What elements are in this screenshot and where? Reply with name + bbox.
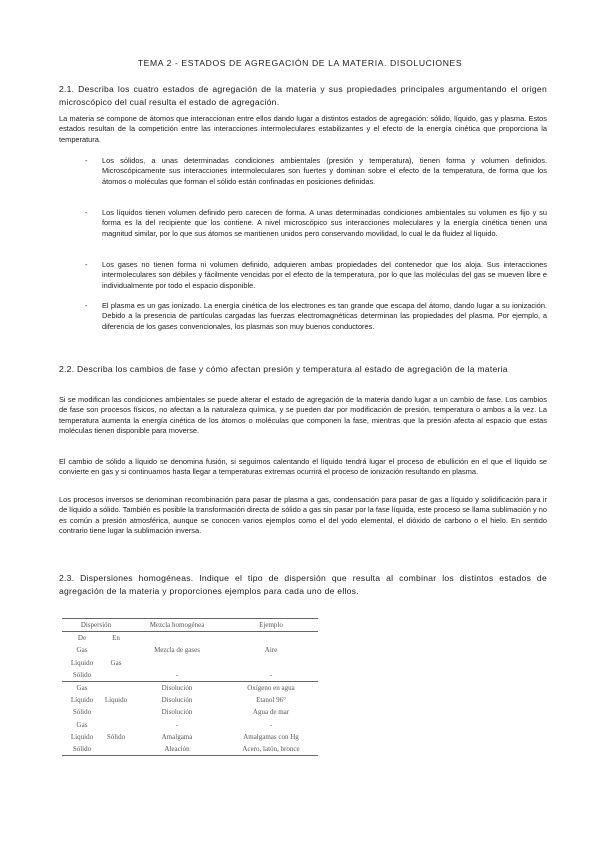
bullet-dash: - [85, 156, 88, 165]
table-cell: Líquido [70, 732, 94, 741]
table-cell: Líquido [104, 696, 128, 705]
table-cell: - [175, 720, 179, 729]
table-cell: Acero, latón, bronce [242, 744, 300, 753]
section-heading-2-2: 2.2. Describa los cambios de fase y cómo afectan presión y temperatura al estado de agregación de la materia [59, 364, 508, 374]
table-cell: Disolución [161, 696, 193, 705]
table-cell: Aleación [164, 744, 190, 753]
table-row [62, 669, 318, 682]
table-cell: Gas [110, 658, 122, 667]
paragraph-fusion: El cambio de sólido a líquido se denomina fusión, si seguimos calentando el líquido tendrá lugar el proceso de ebullición en el que el líquido se convierte en gas y si continuamos hasta llegar a temperaturas extremas ocurrirá el proceso de ionización resultando en plasma. [59, 457, 547, 477]
list-item-liquids: - Los líquidos tienen volumen definido pero carecen de forma. A unas determinadas condiciones ambientales su volumen es fijo y su forma es la del recipiente que los contiene. A nivel microscópico sus interacciones moleculares y la energía cinética tienen una magnitud similar, por lo que sus átomos se mantienen unidos pero conservando movilidad, lo cual le da fluidez al líquido. [85, 208, 547, 238]
table-cell: - [269, 720, 273, 729]
table-cell: - [269, 670, 273, 679]
list-item-gases: - Los gases no tienen forma ni volumen definido, adquieren ambas propiedades del contenedor que los aloja. Sus interacciones intermoleculares son débiles y fácilmente vencidas por el efecto de la temperatura, por lo que las moléculas del gas se mueven libre e individualmente por todo el espacio disponible. [85, 260, 547, 290]
dispersion-table [62, 618, 318, 756]
table-cell: Sólido [72, 744, 92, 753]
paragraph-intro: La materia se compone de átomos que interaccionan entre ellos dando lugar a distintos estados de agregación: sólido, líquido, gas y plasma. Estos estados resultan de la competición entre las interacciones intermoleculares estabilizantes y el efecto de la energía cinética que proporciona la temperatura. [59, 114, 547, 144]
header-example: Ejemplo [259, 621, 283, 630]
table-cell: Disolución [161, 708, 193, 717]
table-row [62, 694, 318, 706]
table-row [62, 731, 318, 743]
list-item-solids: - Los sólidos, a unas determinadas condiciones ambientales (presión y temperatura), tienen forma y volumen definidos. Microscópicamente sus interacciones intermoleculares son fuertes y dominan sobre el efecto de la temperatura, de forma que los átomos o moléculas que forman el sólido están confinadas en posiciones definidas. [85, 156, 547, 186]
paragraph-inverse-processes: Los procesos inversos se denominan recombinación para pasar de plasma a gas, condensación para pasar de gas a líquido y solidificación para ir de líquido a sólido. También es posible la transformación directa de sólido a gas sin pasar por la fase líquida, este proceso se llama sublimación y no es común a presión atmosférica, aunque se conocen varios ejemplos como el del yodo elemental, el dióxido de carbono o el hielo. En sentido contrario tiene lugar la sublimación inversa. [59, 495, 547, 536]
table-row [62, 632, 318, 645]
table-cell: Etanol 96° [256, 696, 286, 705]
table-cell: Sólido [72, 708, 92, 717]
subheader-de: De [77, 634, 87, 643]
section-heading-2-1: 2.1. Describa los cuatro estados de agregación de la materia y sus propiedades principales argumentando el origen microscópico del cual resulta el estado de agregación. [59, 84, 547, 107]
table-cell: Gas [76, 720, 88, 729]
table-cell: Gas [76, 646, 88, 655]
table-cell: Disolución [161, 684, 193, 693]
bullet-dash: - [85, 260, 88, 269]
table-row [62, 681, 318, 694]
list-item-plasma: - El plasma es un gas ionizado. La energía cinética de los electrones es tan grande que escapa del átomo, dando lugar a su ionización. Debido a la presencia de partículas cargadas las fuerzas electromagnéticas determinan las propiedades del plasma. Por ejemplo, a diferencia de los gases convencionales, los plasmas son muy buenos conductores. [85, 301, 547, 331]
table-row [62, 743, 318, 756]
document-title: TEMA 2 - ESTADOS DE AGREGACIÓN DE LA MATERIA. DISOLUCIONES [137, 58, 463, 68]
table-cell: Sólido [106, 732, 126, 741]
bullet-dash: - [85, 301, 88, 310]
bullet-dash: - [85, 208, 88, 217]
table-cell: Amalgamas con Hg [243, 732, 299, 741]
table-cell: Amalgama [161, 732, 193, 741]
table-cell: Aire [264, 646, 278, 655]
table-cell: Mezcla de gases [154, 646, 200, 655]
section-heading-2-3: 2.3. Dispersiones homogéneas. Indique el tipo de dispersión que resulta al combinar los distintos estados de agregación de la materia y proporciones ejemplos para cada uno de ellos. [59, 573, 547, 596]
table-cell: Oxígeno en agua [247, 684, 295, 693]
table-cell: Sólido [72, 670, 92, 679]
header-dispersion: Dispersión [80, 621, 112, 630]
table-row [62, 706, 318, 718]
subheader-en: En [112, 634, 120, 643]
table-cell: Líquido [70, 696, 94, 705]
table-cell: - [175, 670, 179, 679]
table-row [62, 719, 318, 731]
table-header-row [62, 619, 318, 632]
table-cell: Agua de mar [252, 708, 290, 717]
table-cell: Gas [76, 684, 88, 693]
header-mixture: Mezcla homogénea [149, 621, 205, 630]
table-cell: Líquido [70, 658, 94, 667]
paragraph-phase-changes: Si se modifican las condiciones ambientales se puede alterar el estado de agregación de la materia dando lugar a un cambio de fase. Los cambios de fase son procesos físicos, no afectan a la naturaleza química, y se pueden dar por modificación de presión, temperatura o ambos a la vez. La temperatura aumenta la energía cinética de los átomos o moléculas que componen la fase, mientras que la presión afecta al espacio que estas moléculas tienen disponible para moverse. [59, 395, 547, 436]
